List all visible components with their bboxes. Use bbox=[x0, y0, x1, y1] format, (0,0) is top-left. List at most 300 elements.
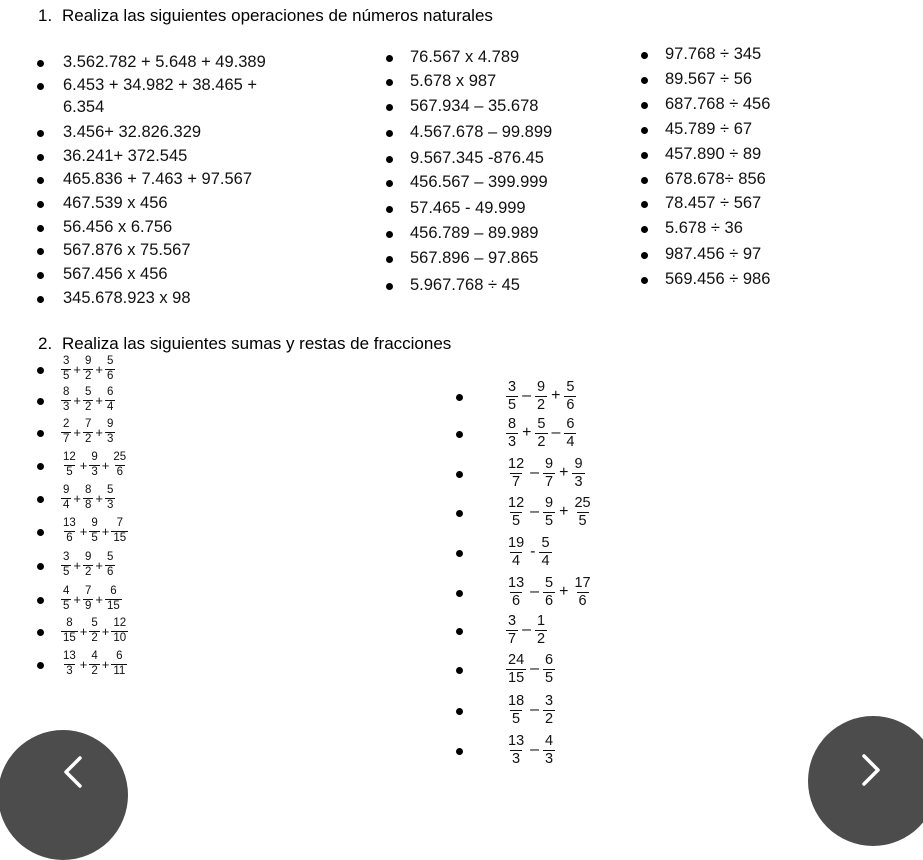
operator: + bbox=[522, 424, 532, 441]
numerator: 6 bbox=[545, 652, 554, 668]
bullet bbox=[37, 225, 44, 232]
fraction-expression bbox=[60, 452, 129, 478]
fraction bbox=[535, 417, 547, 449]
operator: + bbox=[79, 623, 88, 639]
denominator: 5 bbox=[545, 669, 554, 686]
numerator: 18 bbox=[508, 693, 525, 709]
fraction-expression bbox=[505, 694, 556, 726]
fraction bbox=[543, 496, 555, 528]
numerator: 12 bbox=[63, 451, 76, 463]
numerator: 12 bbox=[508, 456, 525, 472]
fraction-expression bbox=[505, 380, 577, 412]
denominator: 6 bbox=[116, 465, 123, 478]
bullet bbox=[641, 226, 648, 233]
denominator: 4 bbox=[63, 498, 70, 511]
numerator: 13 bbox=[63, 650, 76, 662]
denominator: 3 bbox=[91, 465, 98, 478]
bullet bbox=[37, 463, 44, 470]
numerator: 13 bbox=[508, 733, 525, 749]
bullet bbox=[386, 180, 393, 187]
operator: + bbox=[95, 591, 103, 607]
denominator: 4 bbox=[512, 552, 521, 569]
numerator: 5 bbox=[107, 551, 114, 563]
numerator: 12 bbox=[508, 495, 525, 511]
denominator: 5 bbox=[512, 710, 521, 727]
next-button[interactable] bbox=[808, 716, 923, 846]
denominator: 4 bbox=[541, 552, 550, 569]
section-1-title: Realiza las siguientes operaciones de números naturales bbox=[62, 6, 493, 25]
denominator: 5 bbox=[508, 396, 517, 413]
bullet bbox=[386, 256, 393, 263]
operator: + bbox=[73, 591, 81, 607]
fraction bbox=[61, 651, 78, 677]
fraction bbox=[89, 618, 99, 644]
bullet bbox=[456, 748, 463, 755]
denominator: 6 bbox=[545, 592, 554, 609]
chevron-left-icon bbox=[54, 752, 94, 792]
fraction bbox=[539, 536, 551, 568]
fraction-expression bbox=[60, 651, 128, 677]
fraction bbox=[83, 387, 93, 413]
numerator: 7 bbox=[85, 418, 92, 430]
denominator: 2 bbox=[545, 710, 554, 727]
numerator: 25 bbox=[113, 451, 127, 463]
denominator: 5 bbox=[512, 512, 521, 529]
operator: + bbox=[73, 557, 81, 573]
numerator: 5 bbox=[107, 355, 114, 367]
operator: + bbox=[95, 424, 103, 440]
bullet bbox=[456, 431, 463, 438]
fraction bbox=[111, 651, 127, 677]
operator: + bbox=[73, 424, 81, 440]
fraction bbox=[535, 380, 547, 412]
numerator: 17 bbox=[574, 575, 591, 591]
fraction bbox=[89, 452, 99, 478]
denominator: 6 bbox=[107, 369, 114, 382]
operation-item: 687.768 ÷ 456 bbox=[665, 95, 771, 113]
numerator: 9 bbox=[63, 484, 70, 496]
denominator: 5 bbox=[63, 599, 70, 612]
operation-item: 6.354 bbox=[63, 98, 105, 116]
operator: – bbox=[530, 741, 540, 758]
operation-item: 3.456+ 32.826.329 bbox=[63, 123, 202, 141]
denominator: 7 bbox=[512, 473, 521, 490]
numerator: 3 bbox=[508, 379, 517, 395]
operator: + bbox=[101, 623, 110, 639]
denominator: 5 bbox=[63, 565, 70, 578]
numerator: 4 bbox=[545, 733, 554, 749]
fraction-expression bbox=[60, 419, 116, 445]
fraction bbox=[564, 380, 576, 412]
fraction bbox=[61, 586, 71, 612]
bullet bbox=[641, 77, 648, 84]
fraction-expression bbox=[60, 618, 129, 644]
fraction bbox=[105, 552, 115, 578]
denominator: 6 bbox=[66, 531, 73, 544]
operation-item: 45.789 ÷ 67 bbox=[665, 120, 753, 138]
fraction bbox=[543, 694, 555, 726]
bullet bbox=[37, 177, 44, 184]
denominator: 6 bbox=[578, 592, 587, 609]
fraction bbox=[83, 356, 93, 382]
bullet bbox=[456, 510, 463, 517]
bullet bbox=[37, 248, 44, 255]
operation-item: 5.678 ÷ 36 bbox=[665, 219, 743, 237]
bullet bbox=[386, 79, 393, 86]
section-2-heading bbox=[38, 334, 451, 354]
operator: + bbox=[559, 464, 569, 481]
operator: + bbox=[95, 392, 103, 408]
operation-item: 678.678÷ 856 bbox=[665, 170, 766, 188]
operation-item: 5.678 x 987 bbox=[410, 72, 497, 90]
fraction bbox=[543, 457, 555, 489]
numerator: 2 bbox=[63, 418, 70, 430]
operation-item: 567.934 – 35.678 bbox=[410, 97, 539, 115]
bullet bbox=[456, 628, 463, 635]
numerator: 5 bbox=[545, 575, 554, 591]
fraction bbox=[535, 614, 547, 646]
numerator: 9 bbox=[91, 451, 98, 463]
operator: – bbox=[551, 424, 561, 441]
operator: - bbox=[530, 543, 536, 560]
fraction-expression bbox=[60, 586, 123, 612]
fraction-expression bbox=[505, 496, 594, 528]
fraction bbox=[83, 552, 93, 578]
operator: – bbox=[530, 701, 540, 718]
denominator: 15 bbox=[63, 631, 76, 644]
numerator: 9 bbox=[85, 551, 92, 563]
numerator: 9 bbox=[91, 517, 98, 529]
fraction bbox=[506, 694, 526, 726]
fraction-expression bbox=[505, 576, 594, 608]
operator: + bbox=[95, 361, 103, 377]
fraction bbox=[83, 419, 93, 445]
denominator: 10 bbox=[113, 631, 127, 644]
operator: – bbox=[522, 387, 531, 404]
numerator: 7 bbox=[85, 585, 92, 597]
fraction-expression bbox=[60, 552, 116, 578]
numerator: 6 bbox=[110, 585, 117, 597]
numerator: 24 bbox=[508, 652, 525, 668]
denominator: 3 bbox=[107, 432, 114, 445]
operation-item: 6.453 + 34.982 + 38.465 + bbox=[63, 76, 258, 94]
operator: + bbox=[95, 557, 103, 573]
operator: – bbox=[530, 503, 540, 520]
bullet bbox=[37, 563, 44, 570]
bullet bbox=[37, 398, 44, 405]
fraction bbox=[61, 387, 71, 413]
denominator: 6 bbox=[512, 592, 521, 609]
previous-button[interactable] bbox=[0, 730, 128, 860]
operation-item: 467.539 x 456 bbox=[63, 194, 168, 212]
numerator: 5 bbox=[85, 386, 92, 398]
operation-item: 56.456 x 6.756 bbox=[63, 218, 173, 236]
bullet bbox=[386, 206, 393, 213]
operation-item: 345.678.923 x 98 bbox=[63, 289, 191, 307]
operation-item: 567.876 x 75.567 bbox=[63, 241, 191, 259]
fraction bbox=[61, 618, 78, 644]
bullet bbox=[37, 296, 44, 303]
denominator: 2 bbox=[91, 631, 98, 644]
bullet bbox=[456, 550, 463, 557]
numerator: 6 bbox=[107, 386, 114, 398]
denominator: 7 bbox=[545, 473, 554, 490]
numerator: 9 bbox=[545, 456, 554, 472]
fraction bbox=[543, 734, 555, 766]
numerator: 8 bbox=[66, 617, 73, 629]
chevron-right-icon bbox=[850, 750, 890, 790]
denominator: 3 bbox=[107, 498, 114, 511]
denominator: 7 bbox=[63, 432, 70, 445]
numerator: 12 bbox=[113, 617, 127, 629]
bullet bbox=[641, 177, 648, 184]
bullet bbox=[37, 597, 44, 604]
operation-item: 4.567.678 – 99.899 bbox=[410, 123, 553, 141]
numerator: 9 bbox=[107, 418, 114, 430]
denominator: 3 bbox=[574, 473, 583, 490]
fraction bbox=[506, 576, 526, 608]
denominator: 15 bbox=[107, 599, 120, 612]
fraction bbox=[111, 452, 128, 478]
numerator: 9 bbox=[85, 355, 92, 367]
fraction-expression bbox=[505, 536, 553, 568]
operation-item: 78.457 ÷ 567 bbox=[665, 194, 762, 212]
numerator: 3 bbox=[63, 355, 70, 367]
operator: + bbox=[559, 583, 569, 600]
operator: – bbox=[522, 621, 531, 638]
operation-item: 3.562.782 + 5.648 + 49.389 bbox=[63, 53, 266, 71]
bullet bbox=[37, 272, 44, 279]
fraction bbox=[61, 452, 78, 478]
bullet bbox=[641, 201, 648, 208]
denominator: 9 bbox=[85, 599, 92, 612]
denominator: 2 bbox=[536, 396, 546, 413]
section-2-title: Realiza las siguientes sumas y restas de fracciones bbox=[62, 334, 452, 353]
numerator: 13 bbox=[63, 517, 76, 529]
denominator: 4 bbox=[107, 400, 114, 413]
fraction-expression bbox=[505, 457, 586, 489]
numerator: 3 bbox=[63, 551, 70, 563]
fraction-expression bbox=[505, 653, 556, 685]
operation-item: 465.836 + 7.463 + 97.567 bbox=[63, 170, 253, 188]
operator: + bbox=[101, 523, 110, 539]
operator: + bbox=[79, 457, 88, 473]
denominator: 5 bbox=[63, 369, 70, 382]
fraction bbox=[506, 496, 526, 528]
fraction-expression bbox=[505, 734, 556, 766]
bullet bbox=[37, 529, 44, 536]
fraction-expression bbox=[60, 387, 116, 413]
fraction-expression bbox=[60, 518, 129, 544]
operator: + bbox=[73, 361, 81, 377]
denominator: 11 bbox=[113, 664, 126, 677]
denominator: 3 bbox=[508, 433, 517, 450]
operation-item: 457.890 ÷ 89 bbox=[665, 145, 762, 163]
operation-item: 456.567 – 399.999 bbox=[410, 173, 548, 191]
fraction bbox=[506, 417, 518, 449]
operator: + bbox=[79, 523, 88, 539]
denominator: 3 bbox=[63, 400, 70, 413]
fraction bbox=[105, 419, 115, 445]
fraction bbox=[506, 653, 526, 685]
bullet bbox=[37, 130, 44, 137]
bullet bbox=[37, 154, 44, 161]
fraction bbox=[61, 356, 71, 382]
numerator: 9 bbox=[536, 379, 546, 395]
bullet bbox=[386, 156, 393, 163]
fraction bbox=[111, 618, 128, 644]
fraction-expression bbox=[505, 614, 548, 646]
denominator: 2 bbox=[85, 369, 92, 382]
bullet bbox=[37, 496, 44, 503]
operator: + bbox=[73, 392, 81, 408]
fraction bbox=[89, 651, 99, 677]
bullet bbox=[456, 708, 463, 715]
fraction bbox=[111, 518, 128, 544]
bullet bbox=[37, 629, 44, 636]
denominator: 5 bbox=[91, 531, 98, 544]
numerator: 19 bbox=[508, 535, 525, 551]
operator: + bbox=[101, 656, 110, 672]
fraction-expression bbox=[60, 356, 116, 382]
numerator: 4 bbox=[63, 585, 70, 597]
bullet bbox=[37, 430, 44, 437]
fraction bbox=[572, 457, 584, 489]
fraction bbox=[543, 576, 555, 608]
bullet bbox=[386, 231, 393, 238]
fraction bbox=[105, 356, 115, 382]
numerator: 6 bbox=[566, 416, 575, 432]
operation-item: 5.967.768 ÷ 45 bbox=[410, 276, 520, 294]
denominator: 3 bbox=[545, 750, 554, 767]
numerator: 5 bbox=[107, 484, 114, 496]
operator: + bbox=[79, 656, 88, 672]
numerator: 13 bbox=[508, 575, 525, 591]
bullet bbox=[456, 590, 463, 597]
bullet bbox=[641, 52, 648, 59]
numerator: 8 bbox=[63, 386, 70, 398]
fraction-expression bbox=[505, 417, 577, 449]
bullet bbox=[456, 667, 463, 674]
fraction bbox=[89, 518, 99, 544]
operation-item: 89.567 ÷ 56 bbox=[665, 70, 753, 88]
numerator: 5 bbox=[541, 535, 550, 551]
fraction bbox=[543, 653, 555, 685]
denominator: 2 bbox=[91, 664, 98, 677]
operation-item: 97.768 ÷ 345 bbox=[665, 45, 762, 63]
fraction bbox=[572, 576, 592, 608]
denominator: 7 bbox=[508, 630, 517, 647]
operator: + bbox=[95, 490, 103, 506]
denominator: 15 bbox=[113, 531, 127, 544]
denominator: 6 bbox=[566, 396, 575, 413]
denominator: 5 bbox=[578, 512, 587, 529]
section-1-number: 1. bbox=[38, 6, 53, 25]
operation-item: 569.456 ÷ 986 bbox=[665, 270, 771, 288]
fraction bbox=[61, 485, 71, 511]
bullet bbox=[641, 152, 648, 159]
numerator: 25 bbox=[574, 495, 591, 511]
operator: + bbox=[101, 457, 110, 473]
numerator: 8 bbox=[85, 484, 92, 496]
fraction bbox=[105, 586, 122, 612]
bullet bbox=[386, 283, 393, 290]
fraction bbox=[61, 518, 78, 544]
operation-item: 36.241+ 372.545 bbox=[63, 147, 188, 165]
denominator: 15 bbox=[508, 669, 525, 686]
fraction bbox=[506, 457, 526, 489]
fraction bbox=[506, 734, 526, 766]
bullet bbox=[386, 55, 393, 62]
operator: + bbox=[559, 503, 569, 520]
fraction bbox=[61, 419, 71, 445]
operator: – bbox=[530, 583, 540, 600]
bullet bbox=[386, 130, 393, 137]
bullet bbox=[37, 83, 44, 90]
fraction bbox=[572, 496, 592, 528]
fraction bbox=[506, 380, 518, 412]
operation-item: 567.896 – 97.865 bbox=[410, 249, 539, 267]
numerator: 4 bbox=[91, 650, 98, 662]
bullet bbox=[386, 104, 393, 111]
operation-item: 456.789 – 89.989 bbox=[410, 224, 539, 242]
fraction bbox=[506, 614, 518, 646]
denominator: 4 bbox=[566, 433, 575, 450]
numerator: 3 bbox=[508, 613, 517, 629]
bullet bbox=[37, 201, 44, 208]
fraction bbox=[506, 536, 526, 568]
operation-item: 76.567 x 4.789 bbox=[410, 48, 520, 66]
fraction-expression bbox=[60, 485, 116, 511]
fraction bbox=[105, 485, 115, 511]
bullet bbox=[641, 102, 648, 109]
fraction bbox=[83, 586, 93, 612]
operator: – bbox=[530, 464, 540, 481]
numerator: 7 bbox=[116, 517, 123, 529]
denominator: 2 bbox=[85, 565, 92, 578]
numerator: 9 bbox=[545, 495, 554, 511]
denominator: 2 bbox=[85, 400, 92, 413]
operator: – bbox=[530, 660, 540, 677]
section-1-heading bbox=[38, 6, 493, 26]
numerator: 1 bbox=[536, 613, 546, 629]
operation-item: 567.456 x 456 bbox=[63, 265, 168, 283]
numerator: 5 bbox=[537, 416, 546, 432]
denominator: 3 bbox=[512, 750, 521, 767]
bullet bbox=[37, 367, 44, 374]
numerator: 3 bbox=[545, 693, 554, 709]
denominator: 8 bbox=[85, 498, 92, 511]
section-2-number: 2. bbox=[38, 334, 53, 353]
numerator: 9 bbox=[574, 456, 583, 472]
denominator: 2 bbox=[536, 630, 546, 647]
fraction bbox=[105, 387, 115, 413]
numerator: 6 bbox=[116, 650, 123, 662]
bullet bbox=[456, 394, 463, 401]
numerator: 5 bbox=[91, 617, 98, 629]
denominator: 5 bbox=[66, 465, 73, 478]
denominator: 2 bbox=[85, 432, 92, 445]
fraction bbox=[564, 417, 576, 449]
bullet bbox=[641, 277, 648, 284]
bullet bbox=[37, 662, 44, 669]
bullet bbox=[641, 127, 648, 134]
operation-item: 57.465 - 49.999 bbox=[410, 199, 526, 217]
denominator: 5 bbox=[545, 512, 554, 529]
denominator: 3 bbox=[66, 664, 73, 677]
bullet bbox=[37, 60, 44, 67]
fraction bbox=[61, 552, 71, 578]
